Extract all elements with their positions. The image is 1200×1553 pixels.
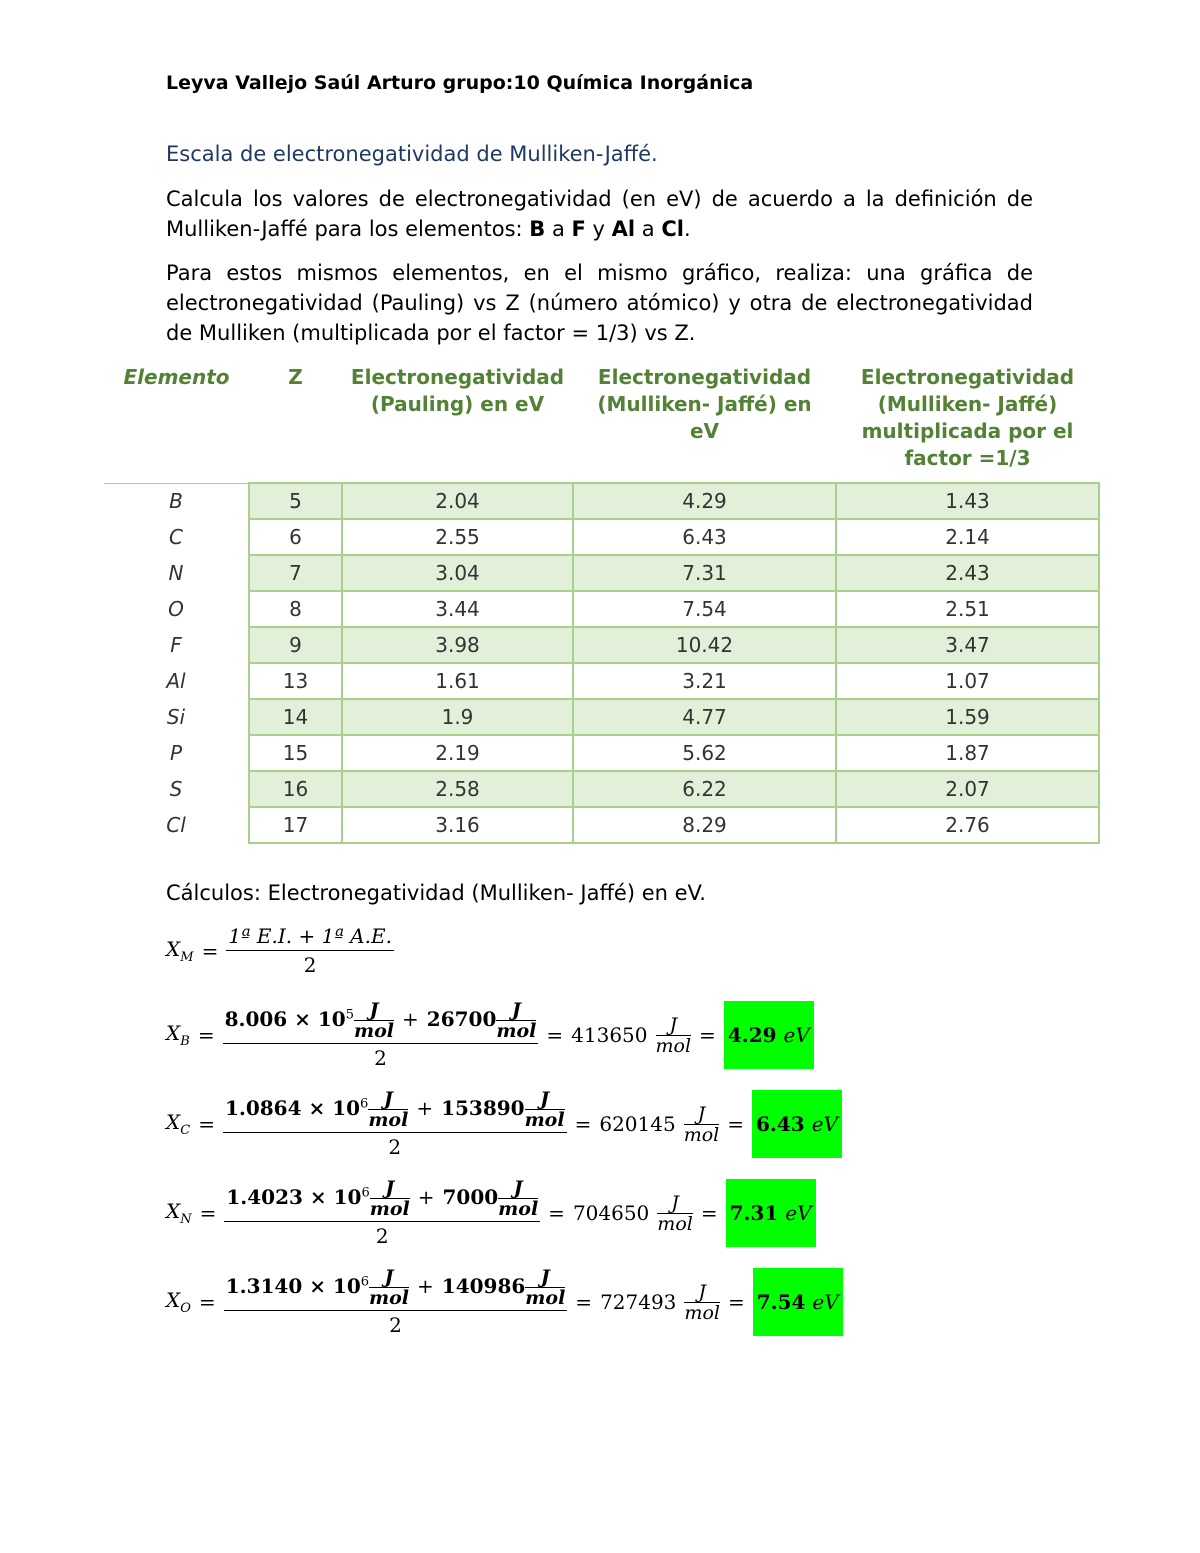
- value-cell: 7: [249, 555, 342, 591]
- element-cell: C: [104, 519, 249, 555]
- header-mulliken-factor: Electronegatividad (Mulliken- Jaffé) multiplicada por el factor =1/3: [836, 362, 1099, 483]
- header-mulliken: Electronegatividad (Mulliken- Jaffé) en eV: [573, 362, 836, 483]
- value-cell: 1.59: [836, 699, 1099, 735]
- table-row: [104, 519, 1099, 555]
- result-highlight: 6.43 eV: [752, 1090, 842, 1158]
- value-cell: 5: [249, 483, 342, 519]
- value-cell: 2.76: [836, 807, 1099, 843]
- result-highlight: 4.29 eV: [724, 1001, 814, 1069]
- table-row: [104, 807, 1099, 843]
- calculations-title: Cálculos: Electronegatividad (Mulliken- Jaffé) en eV.: [166, 881, 706, 905]
- table-row: [104, 627, 1099, 663]
- element-cell: B: [104, 483, 249, 519]
- value-cell: 14: [249, 699, 342, 735]
- value-cell: 17: [249, 807, 342, 843]
- result-highlight: 7.54 eV: [753, 1268, 843, 1336]
- value-cell: 2.19: [342, 735, 573, 771]
- value-cell: 3.44: [342, 591, 573, 627]
- value-cell: 1.61: [342, 663, 573, 699]
- value-cell: 13: [249, 663, 342, 699]
- value-cell: 7.54: [573, 591, 836, 627]
- element-cell: N: [104, 555, 249, 591]
- value-cell: 3.21: [573, 663, 836, 699]
- element-cell: F: [104, 627, 249, 663]
- value-cell: 1.07: [836, 663, 1099, 699]
- value-cell: 7.31: [573, 555, 836, 591]
- table-row: [104, 483, 1099, 519]
- section-subtitle: Escala de electronegatividad de Mulliken-Jaffé.: [166, 142, 658, 166]
- value-cell: 6.43: [573, 519, 836, 555]
- element-cell: S: [104, 771, 249, 807]
- calc-equation-b: $X_B$ = $8.006 \times 10^5$ J mol + 26700 J mol 2 = 413650 J mol = 4.29 eV: [166, 1000, 814, 1070]
- value-cell: 6: [249, 519, 342, 555]
- value-cell: 2.51: [836, 591, 1099, 627]
- value-cell: 2.14: [836, 519, 1099, 555]
- table-row: [104, 555, 1099, 591]
- value-cell: 4.77: [573, 699, 836, 735]
- value-cell: 2.43: [836, 555, 1099, 591]
- value-cell: 9: [249, 627, 342, 663]
- calc-equation-n: $X_N$ = $1.4023 \times 10^6$ J mol + 7000 J mol 2 = 704650 J mol = 7.31 eV: [166, 1178, 816, 1248]
- header-z: Z: [249, 362, 342, 483]
- value-cell: 1.43: [836, 483, 1099, 519]
- table-row: [104, 735, 1099, 771]
- table-row: [104, 771, 1099, 807]
- value-cell: 5.62: [573, 735, 836, 771]
- value-cell: 8.29: [573, 807, 836, 843]
- element-cell: Al: [104, 663, 249, 699]
- value-cell: 8: [249, 591, 342, 627]
- value-cell: 2.58: [342, 771, 573, 807]
- value-cell: 3.16: [342, 807, 573, 843]
- element-cell: O: [104, 591, 249, 627]
- value-cell: 10.42: [573, 627, 836, 663]
- value-cell: 4.29: [573, 483, 836, 519]
- header-elemento: Elemento: [104, 362, 249, 483]
- value-cell: 3.04: [342, 555, 573, 591]
- calc-equation-c: $X_C$ = $1.0864 \times 10^6$ J mol + 153890 J mol 2 = 620145 J mol = 6.43 eV: [166, 1089, 842, 1159]
- value-cell: 2.04: [342, 483, 573, 519]
- value-cell: 1.87: [836, 735, 1099, 771]
- value-cell: 2.07: [836, 771, 1099, 807]
- table-row: [104, 591, 1099, 627]
- value-cell: 2.55: [342, 519, 573, 555]
- table-row: [104, 699, 1099, 735]
- element-cell: Si: [104, 699, 249, 735]
- instruction-paragraph-1: Calcula los valores de electronegatividad (en eV) de acuerdo a la definición de Mulliken-Jaffé para los elementos: B a F y Al a Cl.: [166, 187, 1033, 241]
- mulliken-formula: $X_M$ = $\frac{\text{1ª E.I. + 1ª A.E.}}{2}$: [166, 924, 392, 977]
- header-pauling: Electronegatividad (Pauling) en eV: [342, 362, 573, 483]
- instruction-paragraph-2: Para estos mismos elementos, en el mismo gráfico, realiza: una gráfica de electronegatividad (Pauling) vs Z (número atómico) y otra de electronegatividad de Mulliken (multiplicada por el factor = 1/3) vs Z.: [166, 261, 1033, 345]
- table-row: [104, 663, 1099, 699]
- value-cell: 6.22: [573, 771, 836, 807]
- value-cell: 3.47: [836, 627, 1099, 663]
- value-cell: 16: [249, 771, 342, 807]
- element-cell: P: [104, 735, 249, 771]
- value-cell: 1.9: [342, 699, 573, 735]
- result-highlight: 7.31 eV: [726, 1179, 816, 1247]
- value-cell: 15: [249, 735, 342, 771]
- value-cell: 3.98: [342, 627, 573, 663]
- electronegativity-table: [104, 362, 1100, 844]
- document-header: Leyva Vallejo Saúl Arturo grupo:10 Química Inorgánica: [166, 72, 754, 94]
- element-cell: Cl: [104, 807, 249, 843]
- calc-equation-o: $X_O$ = $1.3140 \times 10^6$ J mol + 140986 J mol 2 = 727493 J mol = 7.54 eV: [166, 1267, 843, 1337]
